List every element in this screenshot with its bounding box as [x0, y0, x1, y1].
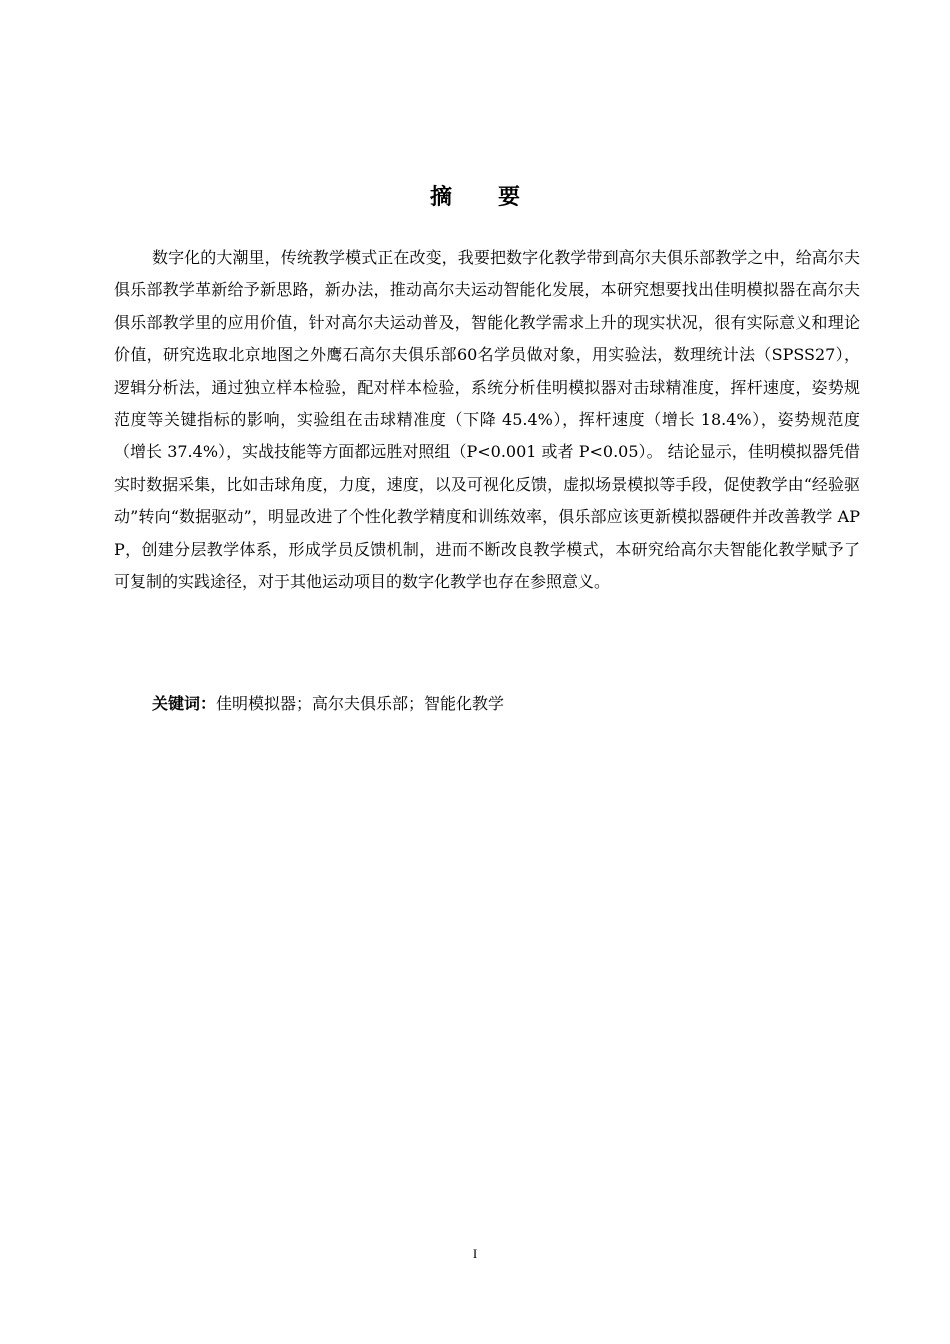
keywords-line [152, 690, 852, 718]
abstract-paragraph: 数字化的大潮里，传统教学模式正在改变，我要把数字化教学带到高尔夫俱乐部教学之中，给高尔夫俱乐部教学革新给予新思路，新办法，推动高尔夫运动智能化发展，本研究想要找出佳明模拟器在高尔夫俱乐部教学里的应用价值，针对高尔夫运动普及，智能化教学需求上升的现实状况，很有实际意义和理论价值，研究选取北京地图之外鹰石高尔夫俱乐部60名学员做对象，用实验法，数理统计法（SPSS27），逻辑分析法，通过独立样本检验，配对样本检验，系统分析佳明模拟器对击球精准度，挥杆速度，姿势规范度等关键指标的影响，实验组在击球精准度（下降 45.4%），挥杆速度（增长 18.4%），姿势规范度（增长 37.4%），实战技能等方面都远胜对照组（P<0.001 或者 P<0.05）。 结论显示，佳明模拟器凭借实时数据采集，比如击球角度，力度，速度，以及可视化反馈，虚拟场景模拟等手段，促使教学由“经验驱动”转向“数据驱动”，明显改进了个性化教学精度和训练效率，俱乐部应该更新模拟器硬件并改善教学 APP，创建分层教学体系，形成学员反馈机制，进而不断改良教学模式，本研究给高尔夫智能化教学赋予了可复制的实践途径，对于其他运动项目的数字化教学也存在参照意义。 [114, 248, 860, 592]
page-number: I [472, 1246, 478, 1261]
page-title [0, 180, 950, 211]
title-char-2: 要 [498, 185, 521, 210]
keywords-value: 佳明模拟器；高尔夫俱乐部；智能化教学 [216, 694, 505, 713]
keywords-label: 关键词： [152, 694, 217, 713]
title-char-1: 摘 [429, 185, 452, 210]
